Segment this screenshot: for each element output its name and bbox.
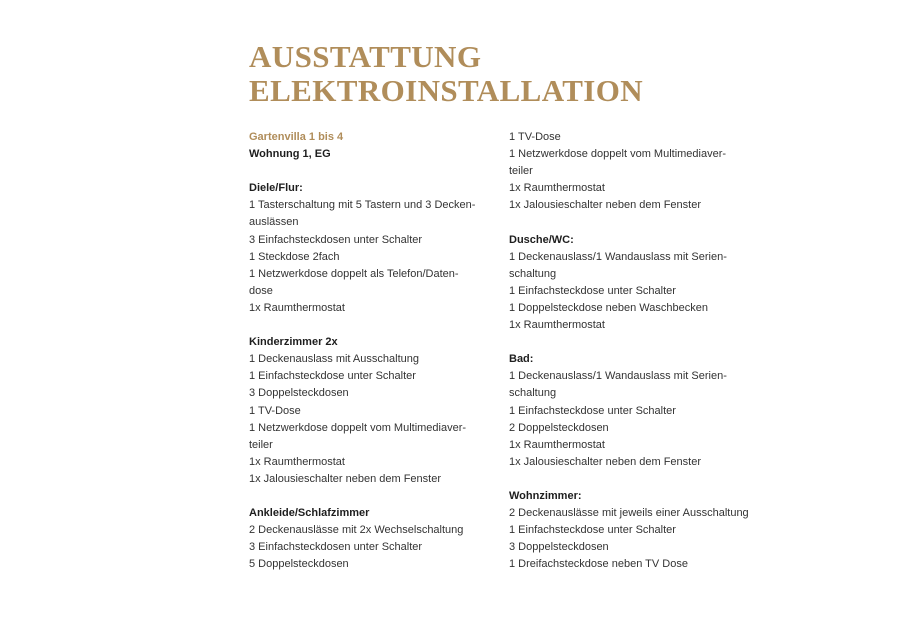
list-item: 1 Einfachsteckdose unter Schalter bbox=[509, 524, 676, 537]
list-item: 2 Deckenauslässe mit jeweils einer Ausschaltung bbox=[509, 507, 749, 520]
section-heading: Dusche/WC: bbox=[509, 233, 574, 246]
list-item: dose bbox=[249, 284, 273, 297]
list-item: 1 Dreifachsteckdose neben TV Dose bbox=[509, 558, 688, 571]
spacer bbox=[509, 471, 769, 488]
list-item: 1 Deckenauslass mit Ausschaltung bbox=[249, 353, 419, 366]
list-item: 1 Einfachsteckdose unter Schalter bbox=[509, 284, 676, 297]
page-title-line-2: ELEKTROINSTALLATION bbox=[249, 73, 644, 108]
spacer bbox=[249, 317, 489, 334]
list-item: 1 TV-Dose bbox=[249, 404, 301, 417]
unit-heading: Wohnung 1, EG bbox=[249, 148, 331, 161]
list-item: 1 Netzwerkdose doppelt als Telefon/Daten- bbox=[249, 267, 459, 280]
list-item: 1 Doppelsteckdose neben Waschbecken bbox=[509, 301, 708, 314]
section-bad bbox=[509, 351, 769, 471]
list-item: 3 Doppelsteckdosen bbox=[249, 387, 349, 400]
list-item: 1 Netzwerkdose doppelt vom Multimediaver- bbox=[509, 148, 727, 161]
list-item: 1 Einfachsteckdose unter Schalter bbox=[509, 404, 676, 417]
list-item: 1x Raumthermostat bbox=[509, 182, 605, 195]
list-item: 2 Doppelsteckdosen bbox=[509, 421, 609, 434]
left-column bbox=[249, 129, 489, 573]
section-heading: Wohnzimmer: bbox=[509, 489, 582, 502]
list-item: 3 Einfachsteckdosen unter Schalter bbox=[249, 233, 423, 246]
section-heading: Kinderzimmer 2x bbox=[249, 336, 338, 349]
section-heading: Diele/Flur: bbox=[249, 182, 303, 195]
list-item: 1 Einfachsteckdose unter Schalter bbox=[249, 370, 416, 383]
section-heading: Bad: bbox=[509, 353, 534, 366]
page-title bbox=[249, 40, 643, 108]
right-column bbox=[509, 129, 769, 573]
list-item: 1x Jalousieschalter neben dem Fenster bbox=[509, 199, 701, 212]
list-item: 1 TV-Dose bbox=[509, 131, 561, 143]
list-item: 1 Netzwerkdose doppelt vom Multimediaver- bbox=[249, 421, 467, 434]
spacer bbox=[249, 488, 489, 505]
section-diele-flur bbox=[249, 180, 489, 317]
list-item: 1 Deckenauslass/1 Wandauslass mit Serien- bbox=[509, 250, 727, 263]
list-item: 3 Einfachsteckdosen unter Schalter bbox=[249, 541, 423, 554]
list-item: 1x Jalousieschalter neben dem Fenster bbox=[509, 455, 701, 468]
section-dusche-wc bbox=[509, 232, 769, 335]
list-item: 1x Raumthermostat bbox=[509, 438, 605, 451]
list-item: 1x Raumthermostat bbox=[249, 455, 345, 468]
section-ankleide-schlafzimmer bbox=[249, 505, 489, 573]
section-heading: Ankleide/Schlafzimmer bbox=[249, 507, 370, 520]
list-item: teiler bbox=[249, 438, 273, 451]
list-item: 1x Raumthermostat bbox=[509, 319, 605, 332]
list-item: 1 Steckdose 2fach bbox=[249, 250, 340, 263]
list-item: 2 Deckenauslässe mit 2x Wechselschaltung bbox=[249, 524, 464, 537]
section-kinderzimmer bbox=[249, 334, 489, 488]
section-wohnzimmer bbox=[509, 488, 769, 573]
list-item: 1x Raumthermostat bbox=[249, 301, 345, 314]
page-title-line-1: AUSSTATTUNG bbox=[249, 39, 482, 74]
list-item: 1x Jalousieschalter neben dem Fenster bbox=[249, 472, 441, 485]
list-item: 5 Doppelsteckdosen bbox=[249, 558, 349, 571]
list-item: 1 Deckenauslass/1 Wandauslass mit Serien- bbox=[509, 370, 727, 383]
spacer bbox=[249, 163, 489, 180]
list-item: 1 Tasterschaltung mit 5 Tastern und 3 Decken- bbox=[249, 199, 476, 212]
spacer bbox=[509, 214, 769, 231]
spacer bbox=[509, 334, 769, 351]
project-subtitle: Gartenvilla 1 bis 4 bbox=[249, 131, 344, 143]
list-item: teiler bbox=[509, 165, 533, 178]
list-item: auslässen bbox=[249, 216, 299, 229]
list-item: schaltung bbox=[509, 267, 557, 280]
section-continuation bbox=[509, 129, 769, 214]
list-item: schaltung bbox=[509, 387, 557, 400]
list-item: 3 Doppelsteckdosen bbox=[509, 541, 609, 554]
